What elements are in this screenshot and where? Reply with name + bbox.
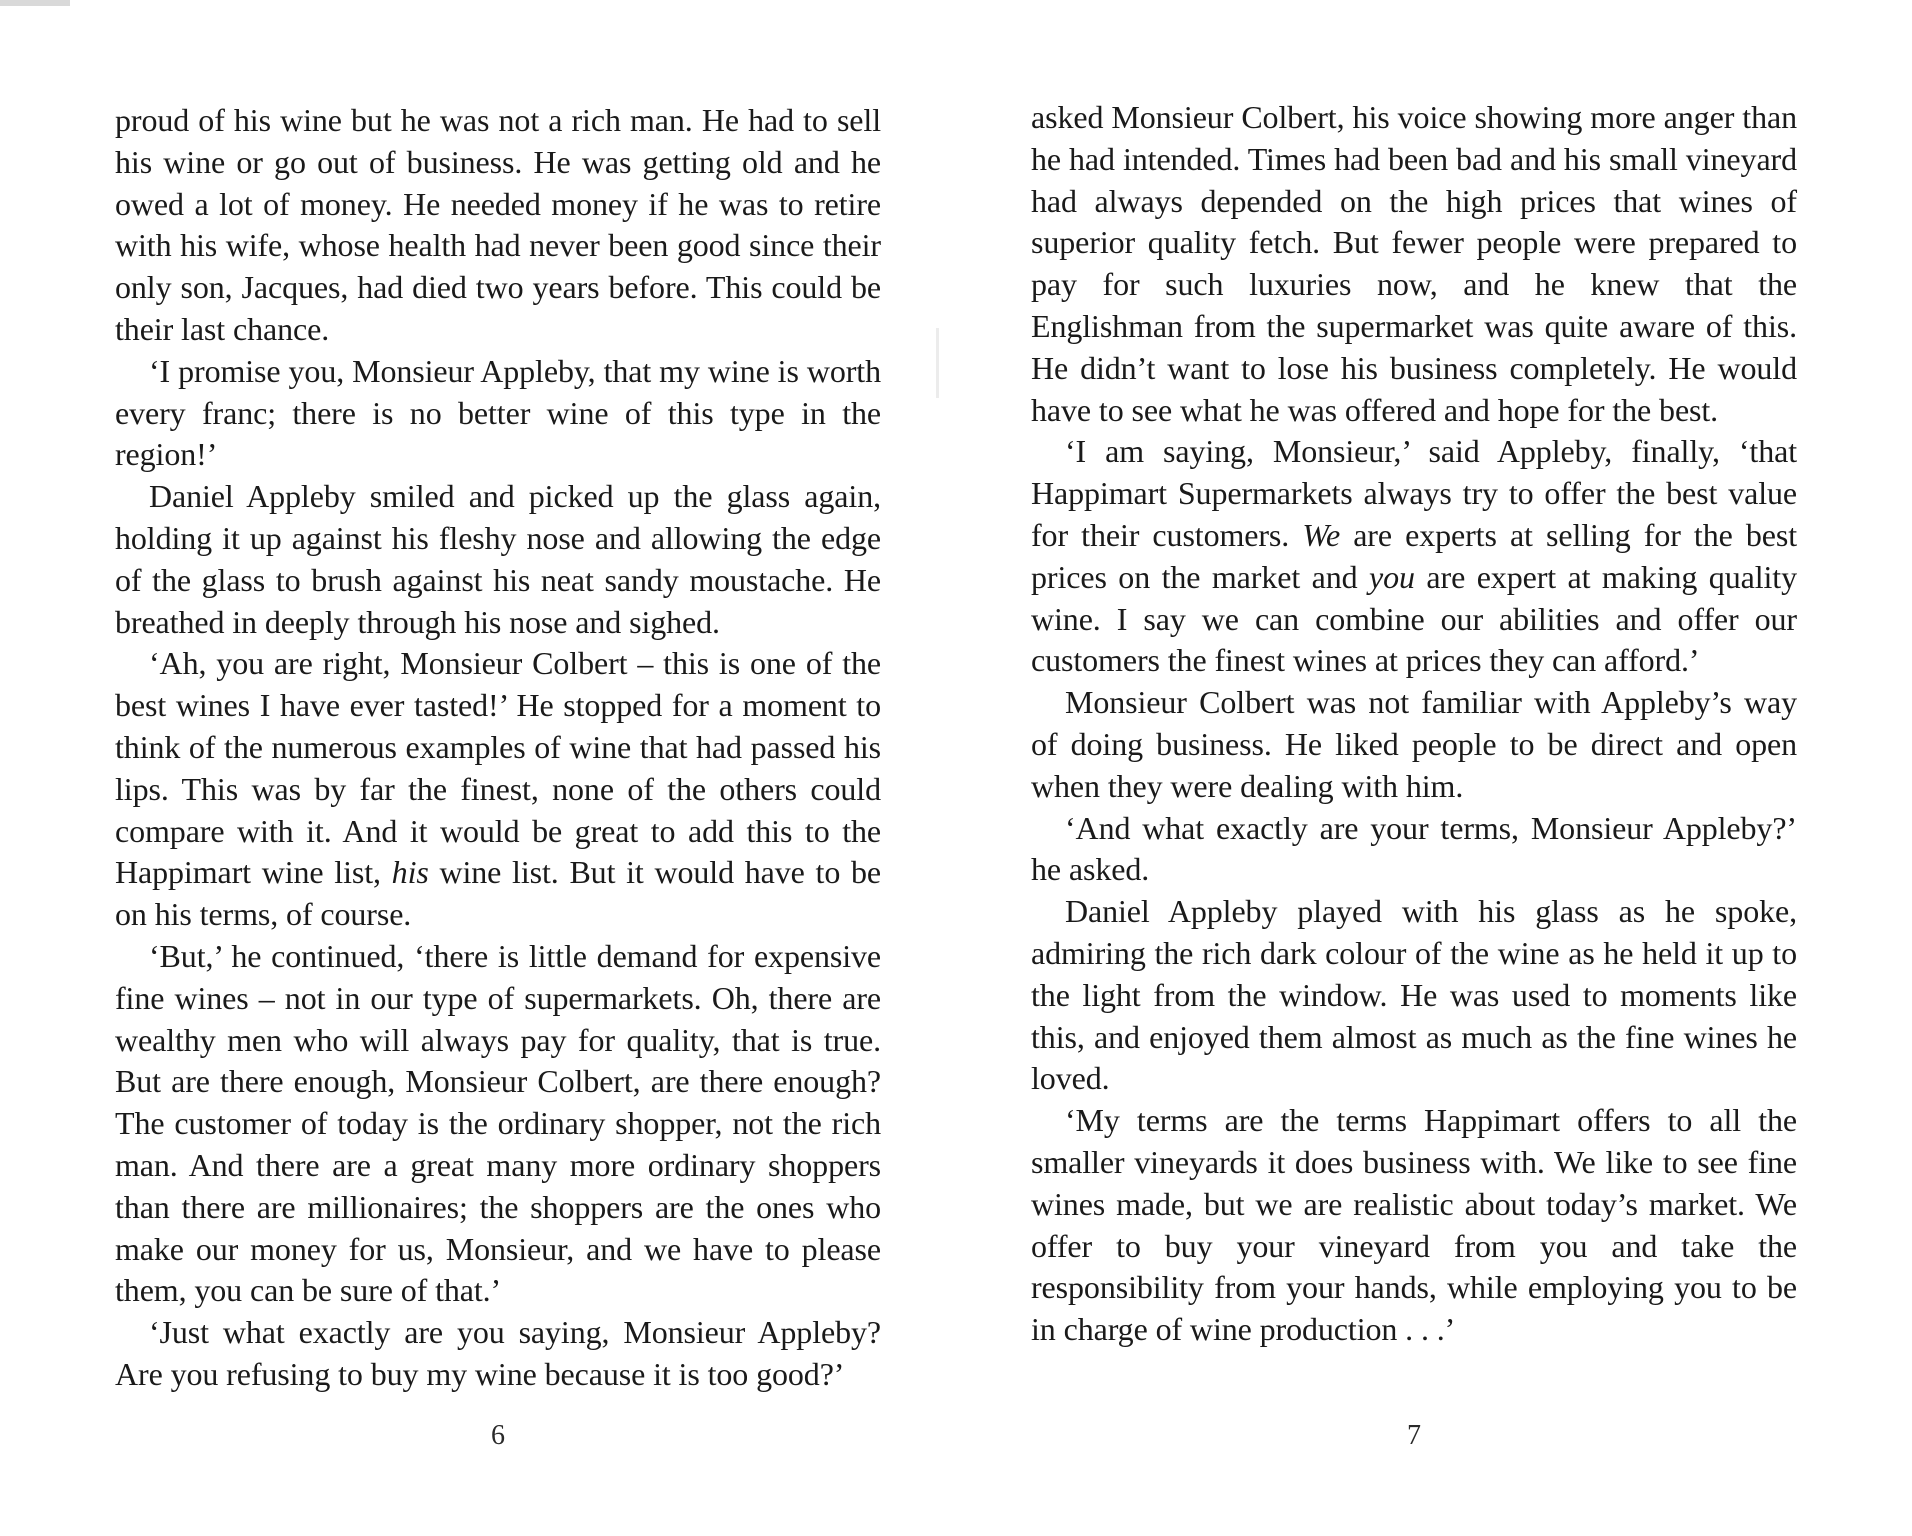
text-run: Daniel Appleby played with his glass as he spoke, admiring the rich dark colour of the wine as he held it up to the light from the window. He was used to moments like this, and enjoyed them almost as much as the fine wines he loved. xyxy=(1031,893,1797,1097)
page-number: 7 xyxy=(1407,1420,1421,1451)
right-page-text xyxy=(1031,97,1797,1351)
paragraph xyxy=(115,100,881,351)
paragraph xyxy=(115,351,881,476)
page-number: 6 xyxy=(491,1420,505,1451)
paragraph xyxy=(1031,682,1797,807)
text-run: ‘My terms are the terms Happimart offers to all the smaller vineyards it does business with. We like to see fine wines made, but we are realistic about today’s market. We offer to buy your vineyard from you and take the responsibility from your hands, while employing you to be in charge of wine production . . .’ xyxy=(1031,1102,1797,1348)
text-run: ‘Ah, you are right, Monsieur Colbert – this is one of the best wines I have ever tasted!’ He stopped for a moment to think of the numerous examples of wine that had passed his lips. This was by far the finest, none of the others could compare with it. And it would be great to add this to the Happimart wine list, xyxy=(115,645,881,891)
italic-text: you xyxy=(1369,558,1415,595)
scan-edge xyxy=(0,0,70,6)
text-run: asked Monsieur Colbert, his voice showing more anger than he had intended. Times had been bad and his small vineyard had always depended on the high prices that wines of superior quality fetch. But fewer people were prepared to pay for such luxuries now, and he knew that the Englishman from the supermarket was quite aware of this. He didn’t want to lose his business completely. He would have to see what he was offered and hope for the best. xyxy=(1031,99,1797,428)
paragraph xyxy=(115,643,881,936)
italic-text: We xyxy=(1302,516,1341,553)
left-page xyxy=(115,0,881,1536)
italic-text: his xyxy=(391,854,429,891)
paragraph xyxy=(115,1312,881,1396)
paragraph xyxy=(1031,431,1797,682)
text-run: wine list. But it would have to be on his terms, of course. xyxy=(115,854,881,933)
gutter-shadow xyxy=(936,328,939,398)
paragraph xyxy=(115,936,881,1312)
text-run: are expert at making quality wine. I say we can combine our abilities and offer our customers the finest wines at prices they can afford.’ xyxy=(1031,558,1797,679)
text-run: Monsieur Colbert was not familiar with Appleby’s way of doing business. He liked people to be direct and open when they were dealing with him. xyxy=(1031,684,1797,804)
text-run: ‘But,’ he continued, ‘there is little demand for expensive fine wines – not in our type of supermarkets. Oh, there are wealthy men who will always pay for quality, that is true. But are there enough, Monsieur Colbert, are there enough? The customer of today is the ordinary shopper, not the rich man. And there are a great many more ordinary shoppers than there are millionaires; the shoppers are the ones who make our money for us, Monsieur, and we have to please them, you can be sure of that.’ xyxy=(115,937,881,1309)
left-page-text xyxy=(115,100,881,1396)
paragraph xyxy=(115,476,881,643)
text-run: proud of his wine but he was not a rich man. He had to sell his wine or go out of business. He was getting old and he owed a lot of money. He needed money if he was to retire with his wife, whose health had never been good since their only son, Jacques, had died two years before. This could be their last chance. xyxy=(115,102,881,347)
paragraph xyxy=(1031,891,1797,1100)
text-run: ‘Just what exactly are you saying, Monsieur Appleby? Are you refusing to buy my wine because it is too good?’ xyxy=(115,1314,881,1392)
paragraph xyxy=(1031,97,1797,431)
right-page xyxy=(1031,0,1797,1536)
paragraph xyxy=(1031,1100,1797,1351)
paragraph xyxy=(1031,808,1797,892)
text-run: ‘I promise you, Monsieur Appleby, that my wine is worth every franc; there is no better wine of this type in the region!’ xyxy=(115,352,881,473)
text-run: are experts at selling for the best prices on the market and xyxy=(1031,516,1797,595)
text-run: ‘I am saying, Monsieur,’ said Appleby, finally, ‘that Happimart Supermarkets always try to offer the best value for their customers. xyxy=(1031,433,1797,553)
text-run: ‘And what exactly are your terms, Monsieur Appleby?’ he asked. xyxy=(1031,809,1797,888)
text-run: Daniel Appleby smiled and picked up the glass again, holding it up against his fleshy nose and allowing the edge of the glass to brush against his neat sandy moustache. He breathed in deeply through his nose and sighed. xyxy=(115,478,881,640)
